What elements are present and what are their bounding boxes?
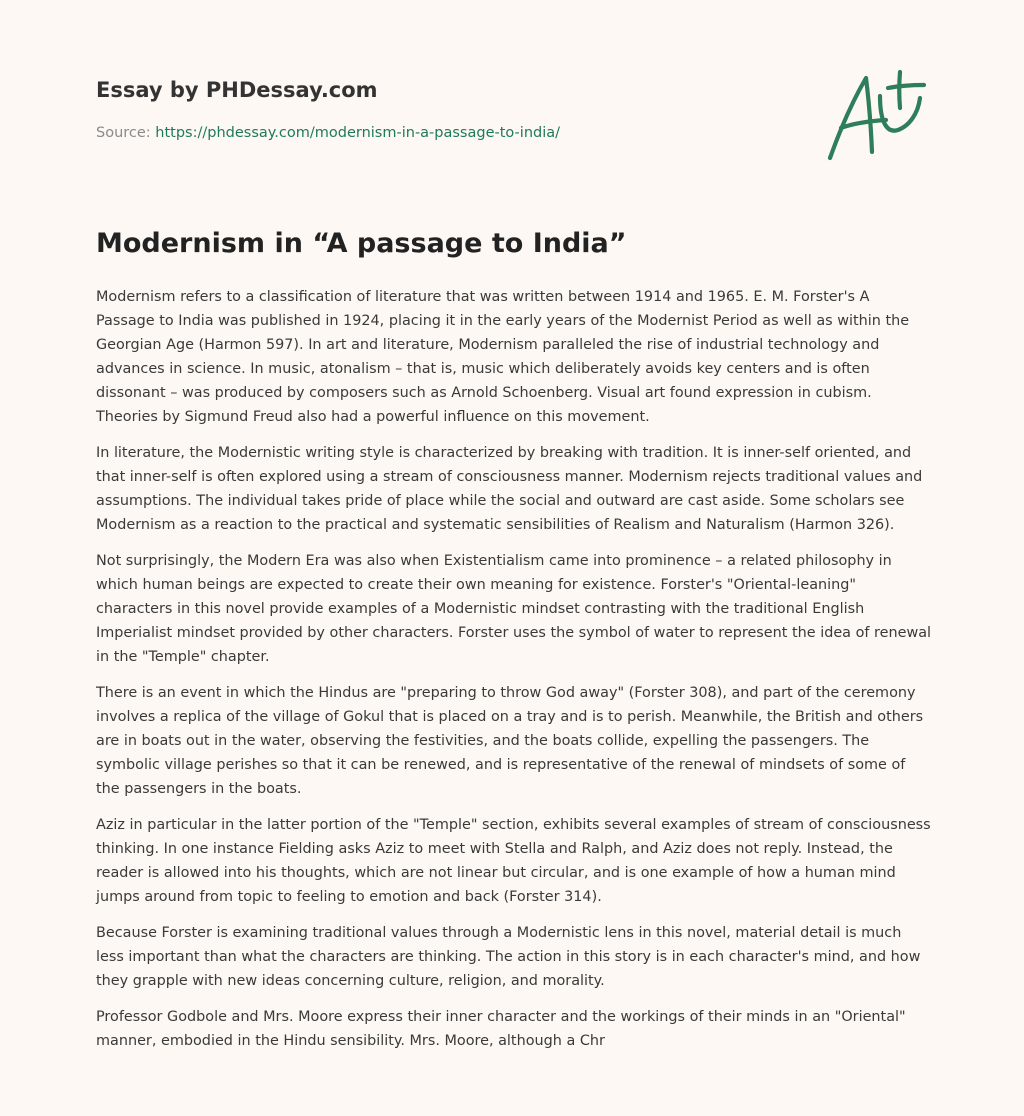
essay-paragraph: Not surprisingly, the Modern Era was also when Existentialism came into prominence – a related philosophy in which human beings are expected to create their own meaning for existence. Forster's "Oriental-leaning" characters in this novel provide examples of a Modernistic mindset contrasting with the traditional English Imperialist mindset provided by other characters. Forster uses the symbol of water to represent the idea of renewal in the "Temple" chapter. [96,553,932,665]
a-plus-grade-icon [826,68,926,164]
essay-body [96,285,932,1065]
essay-paragraph: Professor Godbole and Mrs. Moore express their inner character and the workings of their minds in an "Oriental" manner, embodied in the Hindu sensibility. Mrs. Moore, although a Chr [96,1009,906,1049]
essay-paragraph: Aziz in particular in the latter portion of the "Temple" section, exhibits several examples of stream of consciousness thinking. In one instance Fielding asks Aziz to meet with Stella and Ralph, and Aziz does not reply. Instead, the reader is allowed into his thoughts, which are not linear but circular, and is one example of how a human mind jumps around from topic to feeling to emotion and back (Forster 314). [96,817,931,905]
essay-paragraph: In literature, the Modernistic writing style is characterized by breaking with tradition. It is inner-self oriented, and that inner-self is often explored using a stream of consciousness manner. Modernism rejects traditional values and assumptions. The individual takes pride of place while the social and outward are cast aside. Some scholars see Modernism as a reaction to the practical and systematic sensibilities of Realism and Naturalism (Harmon 326). [96,445,923,533]
page-header [96,77,928,187]
source-line [96,123,560,143]
source-link[interactable]: https://phdessay.com/modernism-in-a-passage-to-india/ [155,125,561,141]
source-label: Source: [96,125,151,141]
essay-title: Modernism in “A passage to India” [96,228,627,259]
essay-paragraph: Modernism refers to a classification of literature that was written between 1914 and 1965. E. M. Forster's A Passage to India was published in 1924, placing it in the early years of the Modernist Period as well as within the Georgian Age (Harmon 597). In art and literature, Modernism paralleled the rise of industrial technology and advances in science. In music, atonalism – that is, music which deliberately avoids key centers and is often dissonant – was produced by composers such as Arnold Schoenberg. Visual art found expression in cubism. Theories by Sigmund Freud also had a powerful influence on this movement. [96,289,910,425]
site-title: Essay by PHDessay.com [96,78,378,102]
essay-paragraph: Because Forster is examining traditional values through a Modernistic lens in this novel, material detail is much less important than what the characters are thinking. The action in this story is in each character's mind, and how they grapple with new ideas concerning culture, religion, and morality. [96,925,921,989]
essay-paragraph: There is an event in which the Hindus are "preparing to throw God away" (Forster 308), and part of the ceremony involves a replica of the village of Gokul that is placed on a tray and is to perish. Meanwhile, the British and others are in boats out in the water, observing the festivities, and the boats collide, expelling the passengers. The symbolic village perishes so that it can be renewed, and is representative of the renewal of mindsets of some of the passengers in the boats. [96,685,924,797]
